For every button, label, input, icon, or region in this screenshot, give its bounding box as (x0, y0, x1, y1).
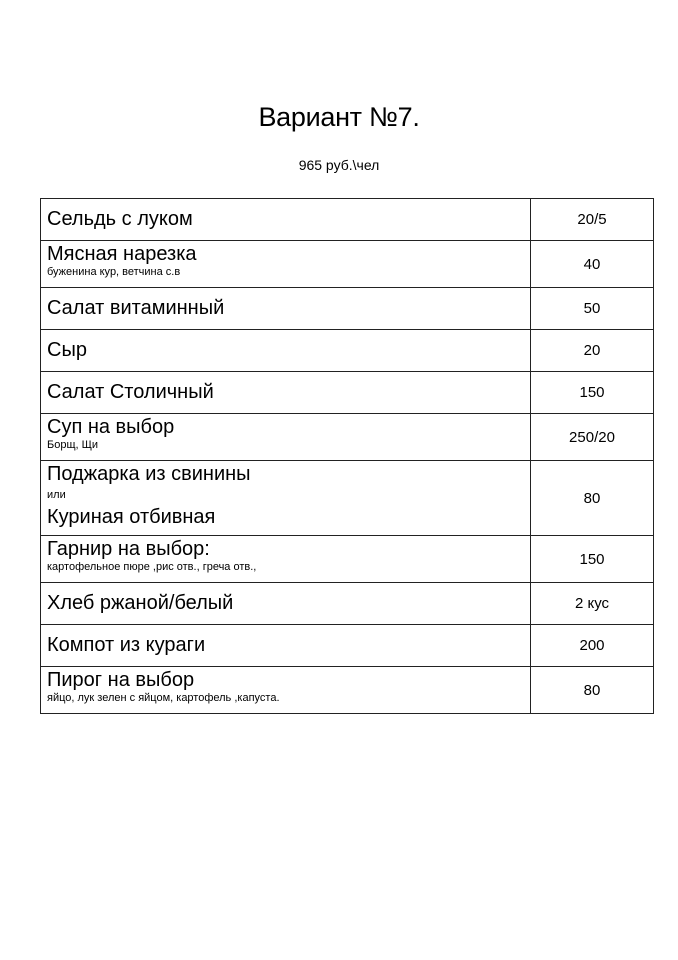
portion-value: 250/20 (531, 414, 654, 461)
dish-cell (41, 625, 531, 667)
dish-name: Салат витаминный (47, 297, 225, 319)
portion-value: 150 (531, 536, 654, 583)
dish-note: буженина кур, ветчина с.в (47, 266, 181, 278)
dish-name: Сельдь с луком (47, 208, 193, 230)
dish-name: Поджарка из свинины (47, 463, 251, 485)
dish-cell (41, 414, 531, 461)
table-row (41, 414, 654, 461)
dish-cell (41, 288, 531, 330)
dish-name: Компот из кураги (47, 634, 206, 656)
portion-value: 2 кус (531, 583, 654, 625)
table-row (41, 288, 654, 330)
dish-name: Гарнир на выбор: (47, 538, 210, 560)
table-row (41, 667, 654, 714)
table-row (41, 536, 654, 583)
dish-name: Суп на выбор (47, 416, 175, 438)
dish-name: Сыр (47, 339, 87, 361)
dish-name: Мясная нарезка (47, 243, 197, 265)
table-row (41, 330, 654, 372)
dish-cell (41, 372, 531, 414)
table-row (41, 372, 654, 414)
dish-cell (41, 583, 531, 625)
table-row (41, 199, 654, 241)
portion-value: 150 (531, 372, 654, 414)
portion-value: 80 (531, 667, 654, 714)
dish-note: яйцо, лук зелен с яйцом, картофель ,капуста. (47, 692, 280, 704)
dish-name: Хлеб ржаной/белый (47, 592, 234, 614)
dish-cell (41, 241, 531, 288)
table-row (41, 461, 654, 536)
dish-name: Салат Столичный (47, 381, 214, 403)
dish-note: картофельное пюре ,рис отв., греча отв., (47, 561, 257, 573)
dish-cell (41, 330, 531, 372)
dish-name-alternative: Куриная отбивная (47, 506, 216, 528)
price-per-person: 965 руб.\чел (298, 157, 380, 173)
table-row (41, 241, 654, 288)
dish-cell (41, 667, 531, 714)
portion-value: 200 (531, 625, 654, 667)
portion-value: 50 (531, 288, 654, 330)
portion-value: 20 (531, 330, 654, 372)
dish-name: Пирог на выбор (47, 669, 195, 691)
table-row (41, 625, 654, 667)
portion-value: 40 (531, 241, 654, 288)
dish-note: Борщ, Щи (47, 439, 99, 451)
page-title: Вариант №7. (258, 102, 420, 132)
table-row (41, 583, 654, 625)
dish-cell (41, 536, 531, 583)
dish-connector: или (47, 489, 66, 501)
portion-value: 20/5 (531, 199, 654, 241)
dish-cell (41, 461, 531, 536)
menu-table (40, 198, 654, 714)
portion-value: 80 (531, 461, 654, 536)
dish-cell (41, 199, 531, 241)
